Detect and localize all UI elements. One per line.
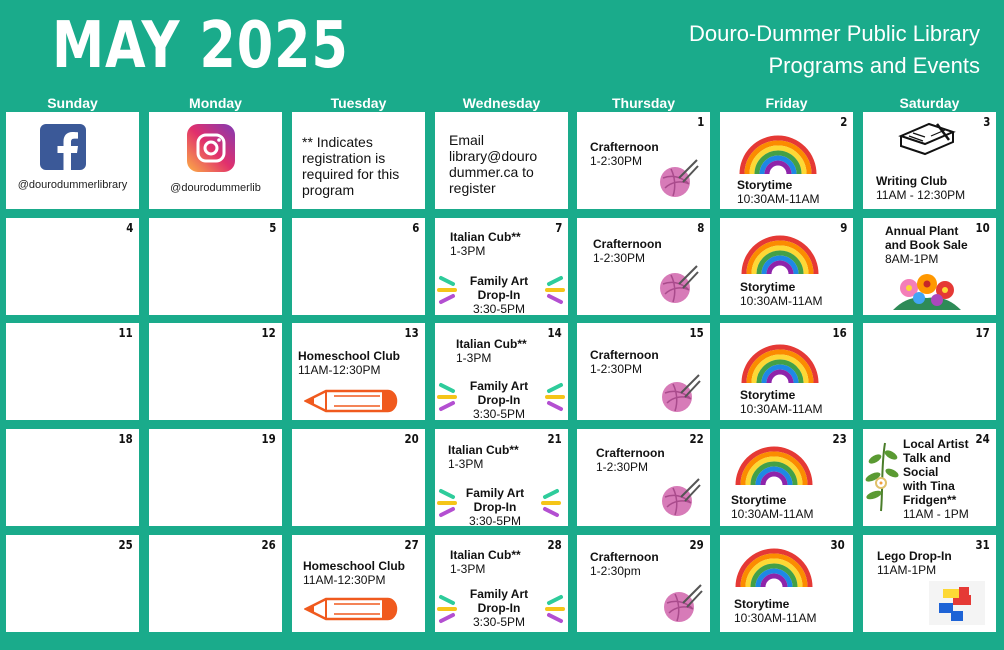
cell-may-27 (292, 535, 425, 632)
event-crafternoon: Crafternoon 1-2:30PM (590, 348, 659, 376)
day-number: 26 (261, 538, 276, 552)
cell-may-1 (577, 112, 710, 209)
cell-may-3 (863, 112, 996, 209)
yarn-icon (661, 583, 703, 625)
pencil-icon (304, 595, 404, 623)
event-homeschool-club: Homeschool Club 11AM-12:30PM (303, 559, 406, 587)
event-family-art: Family Art Drop-In 3:30-5PM (469, 274, 529, 315)
event-plant-sale: Annual Plant and Book Sale 8AM-1PM (885, 224, 968, 266)
day-number: 7 (554, 221, 562, 235)
day-number: 20 (404, 432, 419, 446)
cell-may-16 (720, 323, 853, 420)
cell-may-11 (6, 323, 139, 420)
cell-may-10 (863, 218, 996, 315)
event-italian-club: Italian Cub** 1-3PM (450, 548, 521, 576)
event-crafternoon: Crafternoon 1-2:30PM (596, 446, 665, 474)
cell-registration-note (292, 112, 425, 209)
cell-may-7 (435, 218, 568, 315)
event-italian-club: Italian Cub** 1-3PM (448, 443, 519, 471)
cell-may-26 (149, 535, 282, 632)
burst-left-icon (437, 272, 463, 308)
yarn-icon (657, 158, 699, 200)
yarn-icon (659, 477, 701, 519)
flowers-icon (889, 272, 965, 314)
day-number: 19 (261, 432, 276, 446)
day-number: 29 (689, 538, 704, 552)
event-crafternoon: Crafternoon 1-2:30PM (593, 237, 662, 265)
event-lego-drop-in: Lego Drop-In 11AM-1PM (877, 549, 952, 577)
rainbow-icon (740, 234, 820, 276)
event-storytime: Storytime 10:30AM-11AM (740, 388, 823, 416)
cell-may-9 (720, 218, 853, 315)
rainbow-icon (738, 134, 818, 176)
library-subtitle: Programs and Events (768, 53, 980, 78)
event-storytime: Storytime 10:30AM-11AM (734, 597, 817, 625)
cell-may-4 (6, 218, 139, 315)
cell-may-28 (435, 535, 568, 632)
dayname-tuesday: Tuesday (330, 95, 387, 111)
day-number: 24 (975, 432, 990, 446)
event-family-art: Family Art Drop-In 3:30-5PM (469, 379, 529, 420)
yarn-icon (659, 373, 701, 415)
day-number: 5 (268, 221, 276, 235)
day-number: 12 (261, 326, 276, 340)
day-number: 17 (975, 326, 990, 340)
cell-may-25 (6, 535, 139, 632)
library-name: Douro-Dummer Public Library (689, 21, 980, 46)
day-number: 28 (547, 538, 562, 552)
day-number: 10 (975, 221, 990, 235)
cell-may-6 (292, 218, 425, 315)
cell-may-20 (292, 429, 425, 526)
cell-may-13 (292, 323, 425, 420)
burst-right-icon (535, 485, 561, 521)
burst-right-icon (539, 379, 565, 415)
library-header (689, 18, 980, 82)
day-number: 1 (696, 115, 704, 129)
event-writing-club: Writing Club 11AM - 12:30PM (876, 174, 966, 202)
facebook-icon[interactable] (40, 124, 86, 170)
day-number: 23 (832, 432, 847, 446)
yarn-icon (657, 264, 699, 306)
day-number: 9 (839, 221, 847, 235)
cell-may-2 (720, 112, 853, 209)
cell-may-18 (6, 429, 139, 526)
cell-instagram (149, 112, 282, 209)
calendar-title: MAY 2025 (52, 9, 349, 83)
dayname-friday: Friday (765, 95, 808, 111)
facebook-handle: @dourodummerlibrary (17, 179, 128, 191)
cell-may-29 (577, 535, 710, 632)
cell-may-12 (149, 323, 282, 420)
rainbow-icon (740, 343, 820, 385)
cell-may-14 (435, 323, 568, 420)
day-number: 13 (404, 326, 419, 340)
cell-email-note (435, 112, 568, 209)
cell-may-21 (435, 429, 568, 526)
day-number: 14 (547, 326, 562, 340)
dayname-wednesday: Wednesday (462, 95, 541, 111)
day-number: 27 (404, 538, 419, 552)
day-number: 6 (411, 221, 419, 235)
day-number: 15 (689, 326, 704, 340)
event-crafternoon: Crafternoon 1-2:30PM (590, 140, 659, 168)
email-note: Email library@douro dummer.ca to register (449, 132, 538, 196)
cell-may-30 (720, 535, 853, 632)
burst-right-icon (539, 272, 565, 308)
event-italian-club: Italian Cub** 1-3PM (450, 230, 521, 258)
dayname-thursday: Thursday (611, 95, 675, 111)
day-number: 21 (547, 432, 562, 446)
lego-bricks-icon (929, 581, 985, 625)
day-number: 3 (982, 115, 990, 129)
pencil-icon (304, 387, 404, 415)
event-homeschool-club: Homeschool Club 11AM-12:30PM (298, 349, 401, 377)
event-storytime: Storytime 10:30AM-11AM (731, 493, 814, 521)
rainbow-icon (734, 547, 814, 589)
book-icon (897, 120, 957, 164)
day-number: 18 (118, 432, 133, 446)
cell-may-8 (577, 218, 710, 315)
cell-may-15 (577, 323, 710, 420)
rainbow-icon (734, 445, 814, 487)
dayname-monday: Monday (189, 95, 242, 111)
cell-facebook (6, 112, 139, 209)
day-number: 31 (975, 538, 990, 552)
event-storytime: Storytime 10:30AM-11AM (740, 280, 823, 308)
event-storytime: Storytime 10:30AM-11AM (737, 178, 820, 206)
day-number: 30 (830, 538, 845, 552)
event-family-art: Family Art Drop-In 3:30-5PM (469, 587, 529, 629)
cell-may-23 (720, 429, 853, 526)
day-number: 25 (118, 538, 133, 552)
dayname-saturday: Saturday (899, 95, 960, 111)
day-number: 4 (125, 221, 133, 235)
burst-right-icon (539, 591, 565, 627)
cell-may-22 (577, 429, 710, 526)
day-number: 11 (118, 326, 133, 340)
burst-left-icon (437, 379, 463, 415)
day-number: 2 (839, 115, 847, 129)
day-number: 8 (696, 221, 704, 235)
instagram-handle: @dourodummerlib (170, 182, 261, 194)
day-number: 22 (689, 432, 704, 446)
event-italian-club: Italian Cub** 1-3PM (456, 337, 527, 365)
day-number: 16 (832, 326, 847, 340)
cell-may-17 (863, 323, 996, 420)
registration-note: ** Indicates registration is required for this program (302, 134, 400, 198)
event-family-art: Family Art Drop-In 3:30-5PM (465, 486, 525, 526)
cell-may-24 (863, 429, 996, 526)
instagram-icon[interactable] (187, 124, 235, 172)
event-crafternoon: Crafternoon 1-2:30pm (590, 550, 659, 578)
dayname-sunday: Sunday (47, 95, 98, 111)
burst-left-icon (437, 591, 463, 627)
plant-icon (865, 439, 899, 513)
cell-may-5 (149, 218, 282, 315)
cell-may-31 (863, 535, 996, 632)
event-local-artist: Local Artist Talk and Social with Tina Fridgen** 11AM - 1PM (903, 437, 969, 521)
cell-may-19 (149, 429, 282, 526)
